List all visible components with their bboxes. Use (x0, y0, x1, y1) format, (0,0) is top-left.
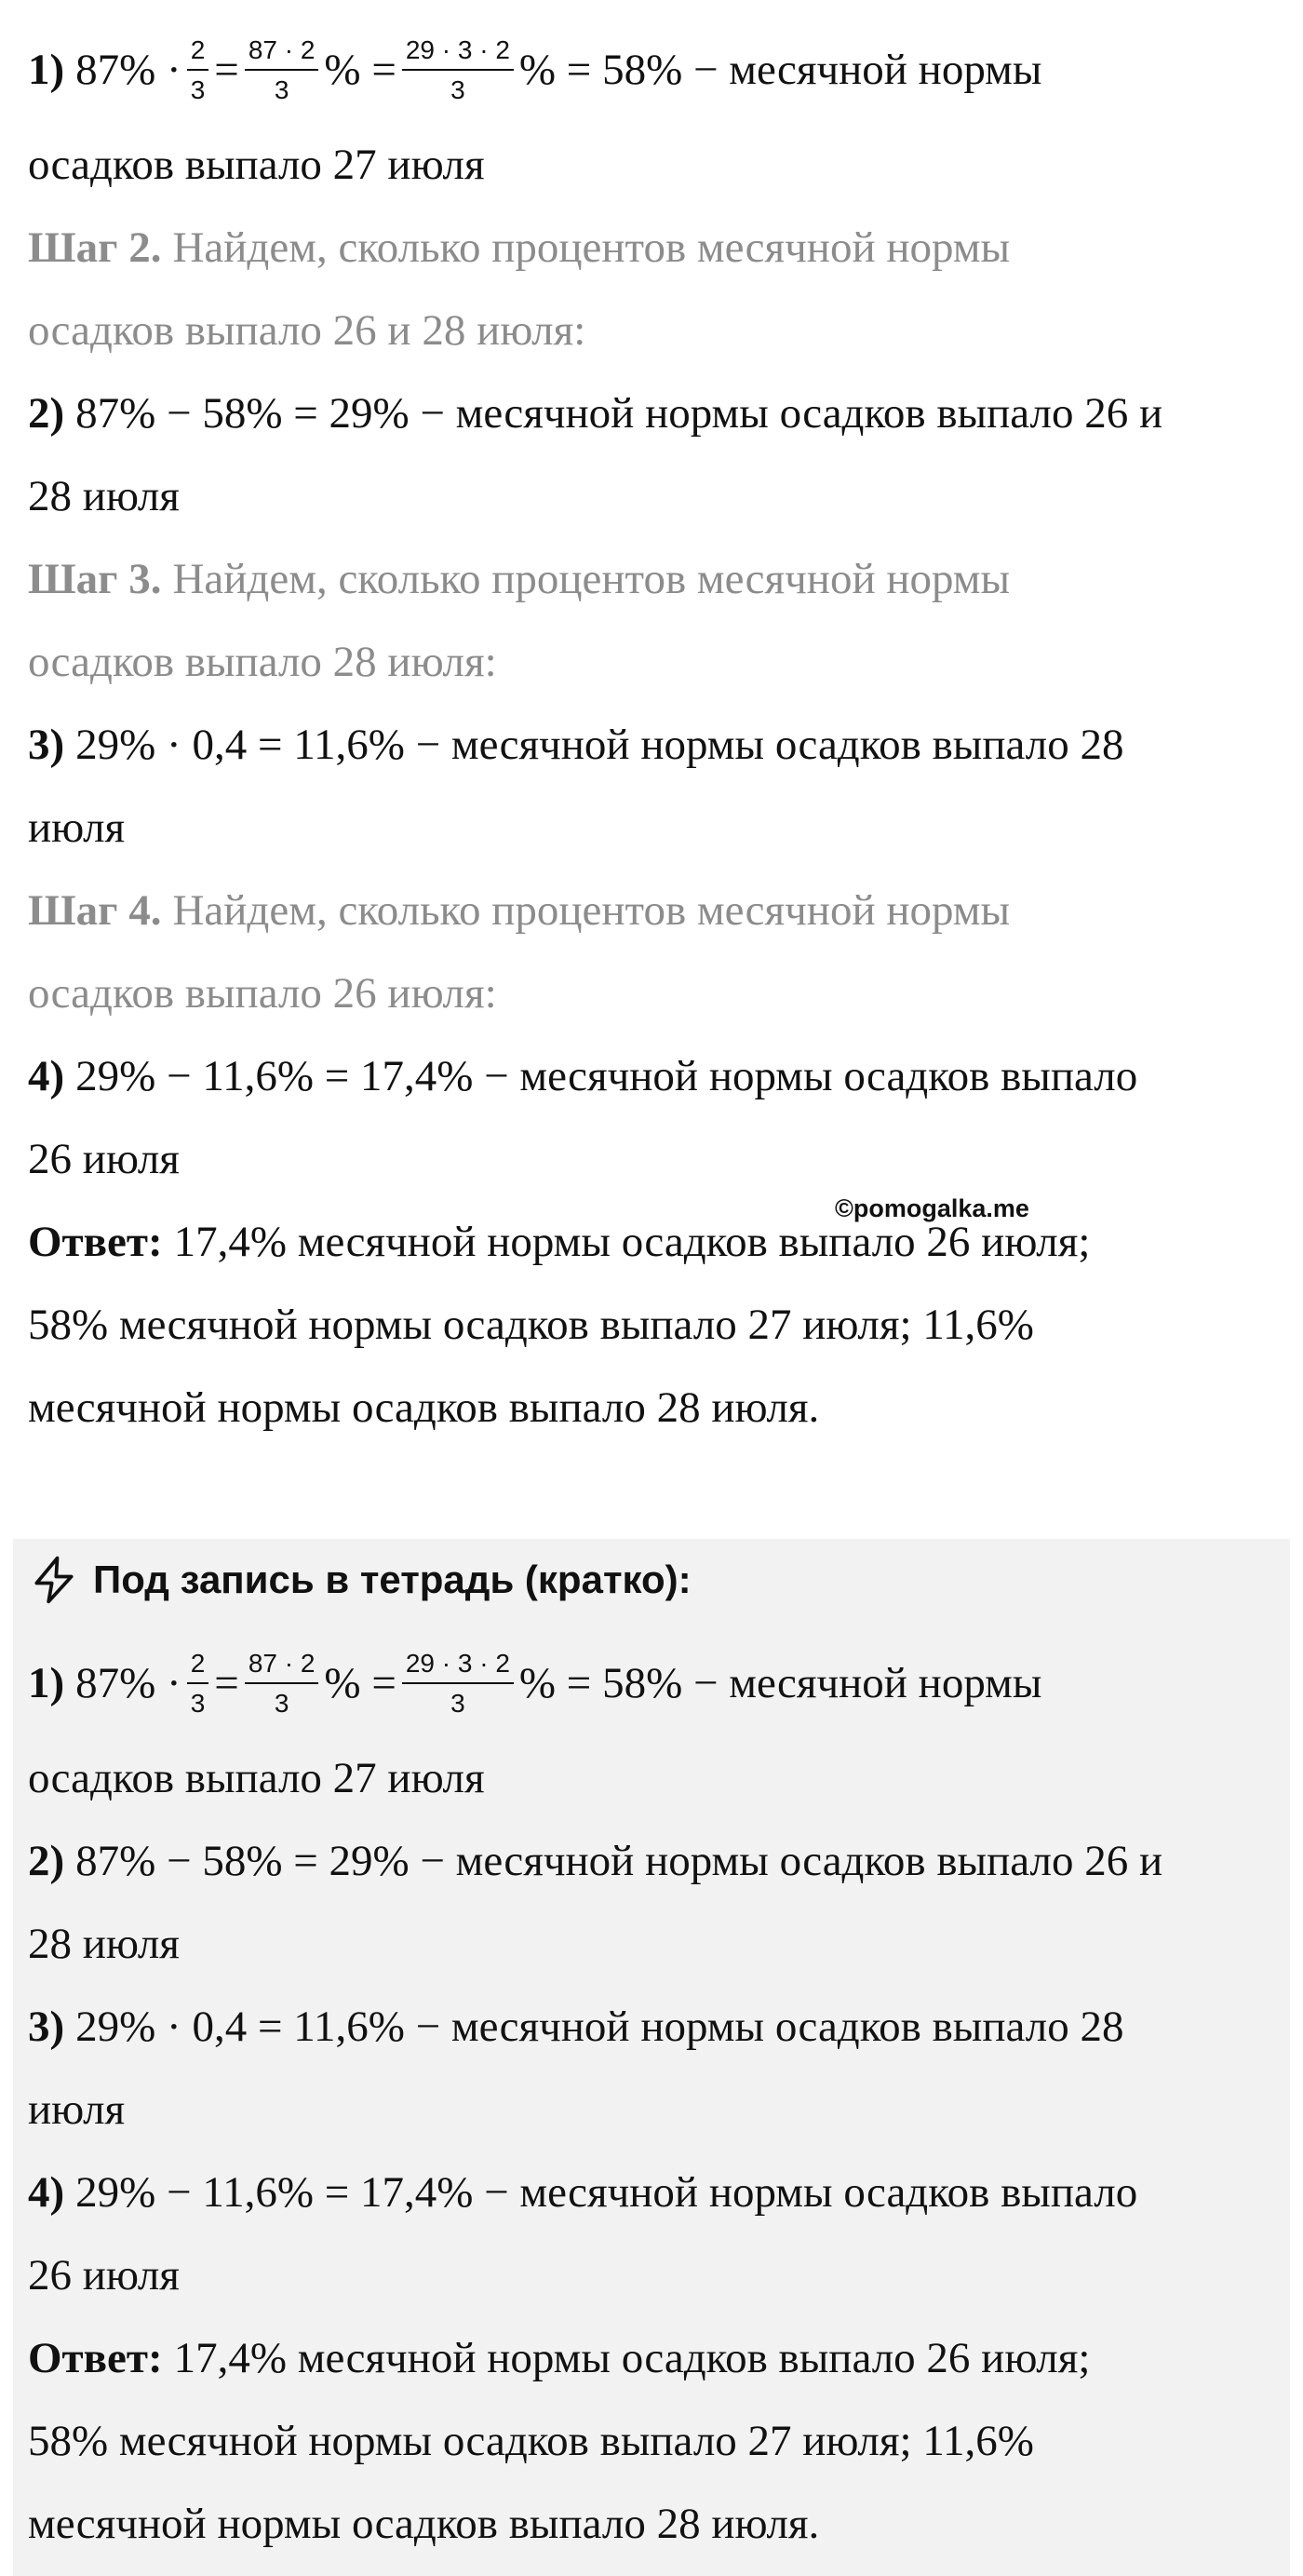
summary-step-3-equation: 3) 29% · 0,4 = 11,6% − месячной нормы осадков выпало 28 (28, 2002, 1124, 2051)
fraction-29x3x2-3: $\frac{29 \cdot 3 \cdot 2}{3}$ (402, 34, 514, 106)
text-line: 28 июля (28, 1919, 180, 1968)
text-line: 26 июля (28, 2250, 180, 2300)
equation-text: % = (324, 45, 396, 94)
text-line: июля (28, 802, 126, 852)
answer-line: Ответ: 17,4% месячной нормы осадков выпало 26 июля; (28, 1217, 1091, 1266)
summary-step-1-equation: 1) 87% · $\frac{2}{3}$ = $\frac{87 \cdot 2}{3}$ % = $\frac{29 \cdot 3 \cdot 2}{3}$ % = 58% − месячной нормы (28, 1649, 1042, 1718)
summary-step-2-equation: 2) 87% − 58% = 29% − месячной нормы осадков выпало 26 и (28, 1836, 1163, 1885)
summary-title: Под запись в тетрадь (кратко): (28, 1552, 692, 1608)
equals-sign: = (214, 45, 239, 94)
step-3-equation: 3) 29% · 0,4 = 11,6% − месячной нормы осадков выпало 28 (28, 720, 1124, 769)
fraction-29x3x2-3: $\frac{29 \cdot 3 \cdot 2}{3}$ (402, 1647, 514, 1720)
text-line: июля (28, 2084, 126, 2134)
text-line: осадков выпало 28 июля: (28, 637, 497, 686)
step-2-heading: Шаг 2. Найдем, сколько процентов месячной нормы (28, 223, 1011, 272)
summary-step-4-equation: 4) 29% − 11,6% = 17,4% − месячной нормы осадков выпало (28, 2167, 1138, 2217)
lightning-icon (28, 1554, 80, 1606)
step-number: 1) (28, 45, 65, 94)
text-line: 58% месячной нормы осадков выпало 27 июля; 11,6% (28, 2416, 1034, 2465)
text-line: 58% месячной нормы осадков выпало 27 июля; 11,6% (28, 1300, 1034, 1349)
text-line: осадков выпало 26 июля: (28, 968, 497, 1018)
step-3-heading: Шаг 3. Найдем, сколько процентов месячной нормы (28, 554, 1011, 603)
fraction-2-3: $\frac{2}{3}$ (187, 34, 209, 106)
text-line: месячной нормы осадков выпало 28 июля. (28, 2499, 820, 2548)
step-1-equation (28, 35, 1042, 104)
text-line: 28 июля (28, 471, 180, 520)
text-line: осадков выпало 27 июля (28, 140, 485, 189)
text-line: 26 июля (28, 1134, 180, 1183)
step-4-equation: 4) 29% − 11,6% = 17,4% − месячной нормы осадков выпало (28, 1051, 1138, 1100)
watermark: ©pomogalka.me (835, 1194, 1029, 1222)
text-line: осадков выпало 26 и 28 июля: (28, 305, 586, 355)
step-4-heading: Шаг 4. Найдем, сколько процентов месячной нормы (28, 885, 1011, 935)
text-line: осадков выпало 27 июля (28, 1753, 485, 1802)
fraction-2-3: $\frac{2}{3}$ (187, 1647, 209, 1720)
equation-text: 87% · (75, 45, 181, 94)
step-2-equation: 2) 87% − 58% = 29% − месячной нормы осадков выпало 26 и (28, 388, 1163, 438)
fraction-87x2-3: $\frac{87 \cdot 2}{3}$ (245, 1647, 319, 1720)
fraction-87x2-3: $\frac{87 \cdot 2}{3}$ (245, 34, 319, 106)
summary-answer-line: Ответ: 17,4% месячной нормы осадков выпало 26 июля; (28, 2333, 1091, 2382)
text-line: месячной нормы осадков выпало 28 июля. (28, 1382, 820, 1432)
equation-text: % = 58% − месячной нормы (518, 45, 1042, 94)
